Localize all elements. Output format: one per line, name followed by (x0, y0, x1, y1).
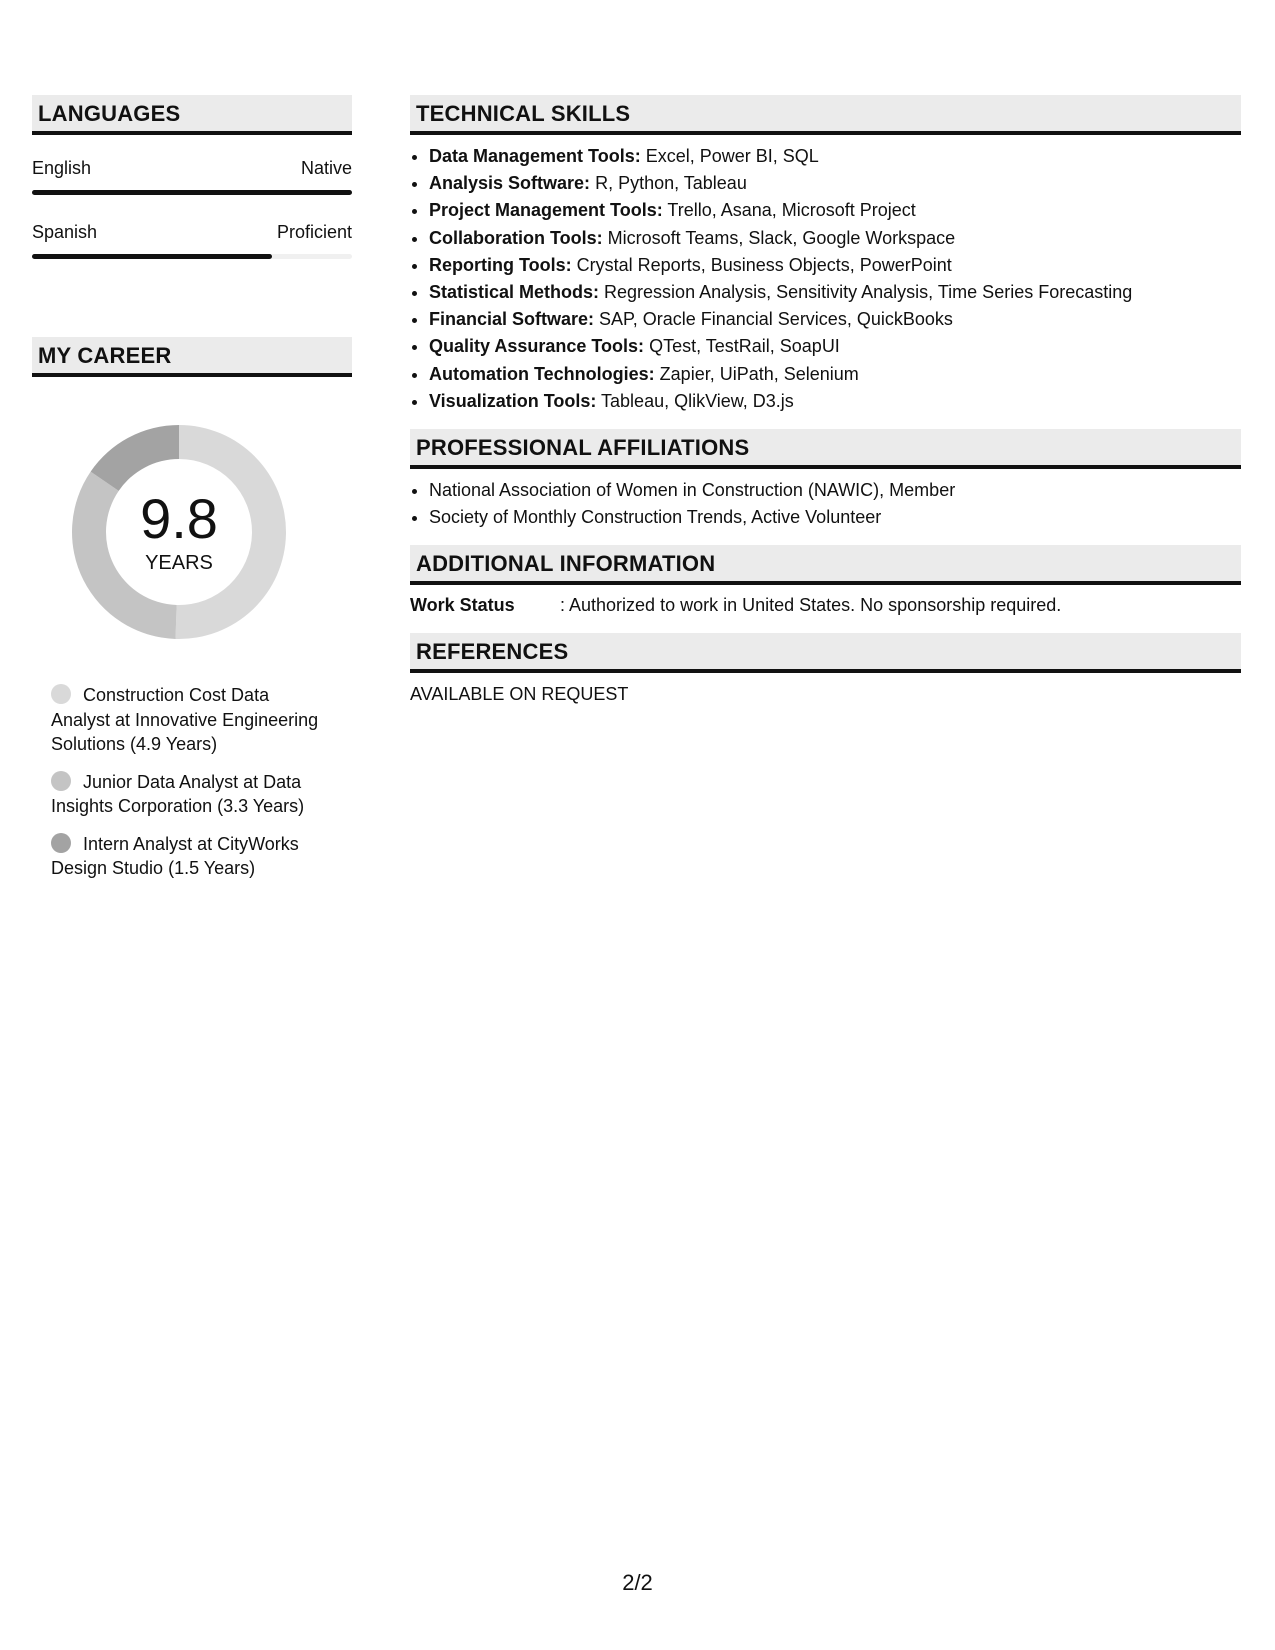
skill-label: Analysis Software: (429, 173, 591, 194)
references-header: REFERENCES (410, 633, 1241, 673)
skill-label: Quality Assurance Tools: (429, 336, 645, 357)
career-legend (51, 683, 331, 881)
language-level: Native (300, 158, 352, 178)
technical-skills-header: TECHNICAL SKILLS (410, 95, 1241, 135)
skill-item (429, 197, 1241, 224)
language-item-english (32, 157, 352, 195)
language-proficiency-bar (32, 190, 352, 195)
skill-item (429, 306, 1241, 333)
legend-dot-icon (51, 684, 71, 704)
language-item-spanish (32, 221, 352, 259)
affiliations-header: PROFESSIONAL AFFILIATIONS (410, 429, 1241, 469)
skill-value: QTest, TestRail, SoapUI (644, 336, 840, 357)
career-entry-text: Construction Cost Data Analyst at Innovative Engineering Solutions (4.9 Years) (51, 685, 319, 754)
skill-label: Project Management Tools: (429, 200, 663, 221)
language-proficiency-bar (32, 254, 352, 259)
work-status-label: Work Status (410, 595, 515, 616)
skill-label: Financial Software: (429, 309, 595, 330)
career-entry (51, 832, 331, 881)
language-name: Spanish (32, 222, 98, 242)
language-name: English (32, 158, 92, 178)
skill-label: Collaboration Tools: (429, 227, 603, 248)
career-entry-text: Intern Analyst at CityWorks Design Studio (1.5 Years) (51, 833, 299, 878)
career-donut-chart (64, 417, 294, 647)
affiliation-item: • Society of Monthly Construction Trends, Active Volunteer (429, 504, 1241, 531)
skill-item (429, 170, 1241, 197)
right-column (410, 95, 1241, 706)
references-text: AVAILABLE ON REQUEST (410, 684, 629, 705)
page-number: 2/2 (622, 1570, 653, 1595)
technical-skills-list (410, 143, 1241, 415)
career-header: MY CAREER (32, 337, 352, 377)
skill-value: Excel, Power BI, SQL (640, 146, 819, 166)
legend-dot-icon (51, 771, 71, 791)
skill-value: Regression Analysis, Sensitivity Analysis, Time Series Forecasting (599, 282, 1133, 303)
language-proficiency-fill (32, 190, 352, 195)
skill-item (429, 252, 1241, 279)
legend-dot-icon (51, 833, 71, 853)
affiliation-item: • National Association of Women in Construction (NAWIC), Member (429, 477, 1241, 504)
skill-item (429, 143, 1241, 170)
skill-value: R, Python, Tableau (590, 173, 747, 194)
skill-item (429, 225, 1241, 252)
skill-item (429, 361, 1241, 388)
language-proficiency-fill (32, 254, 272, 259)
skill-value: Tableau, QlikView, D3.js (596, 390, 794, 411)
skill-value: Microsoft Teams, Slack, Google Workspace (602, 227, 956, 248)
skill-label: Data Management Tools: (429, 146, 641, 166)
career-entry (51, 770, 331, 819)
affiliations-list (410, 477, 1241, 531)
skill-value: Trello, Asana, Microsoft Project (662, 200, 916, 221)
career-entry (51, 683, 331, 757)
work-status-row (410, 593, 1241, 617)
left-column (32, 95, 352, 894)
skill-label: Visualization Tools: (429, 390, 597, 411)
languages-header: LANGUAGES (32, 95, 352, 135)
language-level: Proficient (276, 222, 352, 242)
work-status-value: : Authorized to work in United States. No sponsorship required. (560, 595, 1062, 616)
skill-value: Zapier, UiPath, Selenium (654, 363, 859, 384)
skill-label: Automation Technologies: (429, 363, 655, 384)
career-total-years: 9.8 (140, 487, 218, 550)
career-total-unit: YEARS (145, 552, 213, 574)
skill-label: Statistical Methods: (429, 282, 600, 303)
skill-value: Crystal Reports, Business Objects, PowerPoint (571, 254, 952, 275)
career-entry-text: Junior Data Analyst at Data Insights Corporation (3.3 Years) (51, 771, 305, 816)
skill-item (429, 388, 1241, 415)
skill-value: SAP, Oracle Financial Services, QuickBooks (594, 309, 953, 330)
skill-item (429, 279, 1241, 306)
skill-item (429, 333, 1241, 360)
additional-info-header: ADDITIONAL INFORMATION (410, 545, 1241, 585)
skill-label: Reporting Tools: (429, 254, 572, 275)
